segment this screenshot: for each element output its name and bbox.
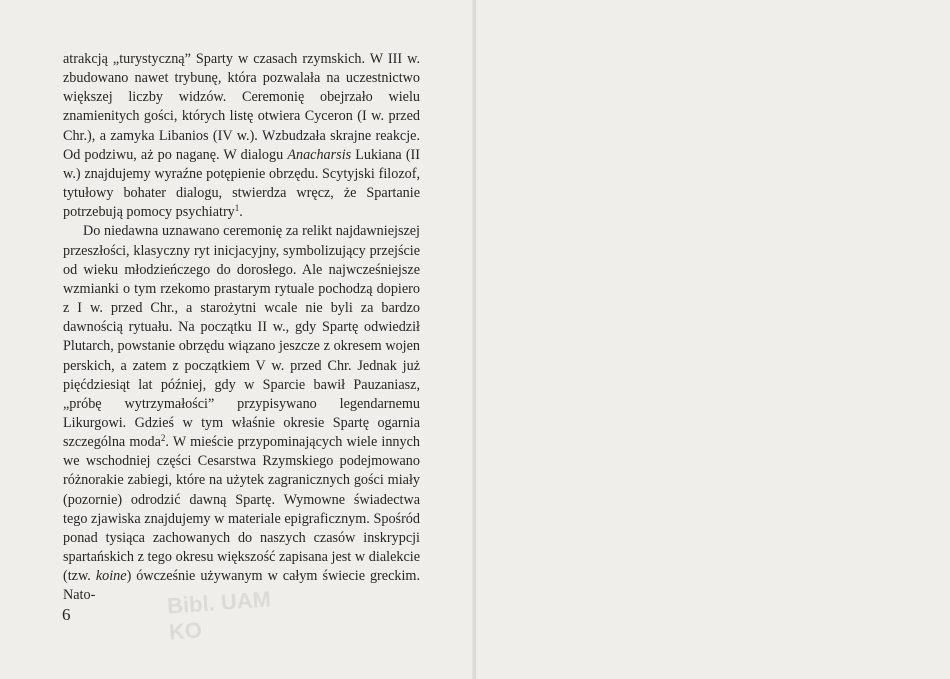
left-paragraph-1: atrakcją „turystyczną” Sparty w czasach rzymskich. W III w. zbudowano nawet trybunę, która pozwalała na uczestnictwo większej liczby widzów. Ceremonię obejrzało wielu znamienitych gości, których listę otwiera Cyceron (I w. przed Chr.), a zamyka Libanios (IV w.). Wzbudzała skrajne reakcje. Od podziwu, aż po naganę. W dialogu Anacharsis Lukiana (II w.) znajdujemy wyraźne potępienie obrzędu. Scytyjski filozof, tytułowy bohater dialogu, stwierdza wręcz, że Spartanie potrzebują pomocy psychiatry$^1$. [63, 51, 420, 221]
left-page-text [63, 50, 420, 606]
footnote-marker-1: 1 [234, 203, 240, 214]
footnote-marker-2: 2 [160, 433, 166, 444]
page-number-left: 6 [62, 605, 71, 624]
left-page [0, 0, 474, 679]
library-stamp: Bibl. UAM KO [166, 586, 272, 645]
italic-term-koine: koine [95, 568, 127, 585]
right-page [476, 0, 950, 679]
italic-title-anacharsis: Anacharsis [287, 146, 352, 163]
left-paragraph-2: Do niedawna uznawano ceremonię za relikt najdawniejszej przeszłości, klasyczny ryt inicjacyjny, symbolizujący przejście od wieku młodzieńczego do dorosłego. Ale najwcześniejsze wzmianki o tym rzekomo prastarym rytuale pochodzą dopiero z I w. przed Chr., a starożytni wcale nie byli za bardzo dawnością rytuału. Na początku II w., gdy Spartę odwiedził Plutarch, powstanie obrzędu wiązano jeszcze z okresem wojen perskich, a zatem z początkiem V w. przed Chr. Jednak już pięćdziesiąt lat później, gdy w Sparcie bawił Pauzaniasz, „próbę wytrzymałości” przypisywano legendarnemu Likurgowi. Gdzieś w tym właśnie okresie Spartę ogarnia szczególna moda$^2$. W mieście przypominających wiele innych we wschodniej części Cesarstwa Rzymskiego podejmowano różnorakie zabiegi, które na użytek zagranicznych gości miały (pozornie) odrodzić dawną Spartę. Wymowne świadectwa tego zjawiska znajdujemy w materiale epigraficznym. Spośród ponad tysiąca zachowanych do naszych czasów inskrypcji spartańskich z tego okresu większość zapisana jest w dialekcie (tzw. koine) ówcześnie używanym w całym świecie greckim. Nato- [63, 223, 421, 604]
